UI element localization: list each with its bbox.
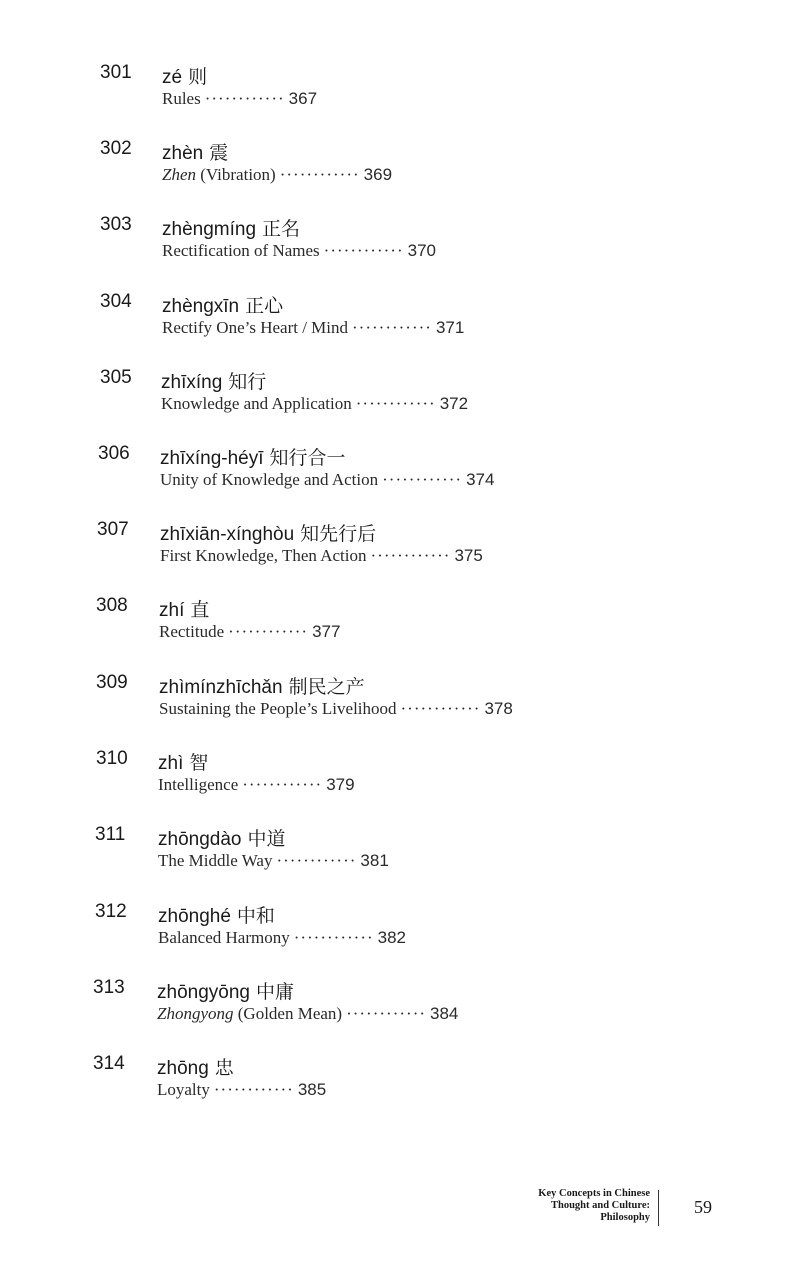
entry-hanzi: 知先行后 <box>300 523 377 545</box>
entry-number: 306 <box>98 443 130 464</box>
entry-pinyin: zhīxiān-xínghòu <box>160 524 295 545</box>
entry-translation-text: The Middle Way <box>158 851 273 870</box>
entry-translation-italic: Zhen <box>162 165 196 184</box>
entry-translation <box>158 775 355 795</box>
entry-translation-text: Rules <box>162 89 201 108</box>
entry-hanzi: 直 <box>190 599 210 621</box>
toc-entry <box>100 62 700 122</box>
leader-dots: ············ <box>228 622 309 641</box>
entry-hanzi: 中道 <box>247 828 286 850</box>
entry-translation-suffix: (Golden Mean) <box>233 1004 343 1023</box>
entry-page-number[interactable]: 385 <box>297 1080 327 1099</box>
footer-title-line2: Thought and Culture: <box>550 1200 650 1211</box>
entry-hanzi: 则 <box>188 66 208 88</box>
entry-pinyin: zhōnghé <box>158 906 231 927</box>
entry-heading <box>158 748 208 775</box>
entry-number: 301 <box>100 62 132 83</box>
entry-translation-text: Intelligence <box>158 775 239 794</box>
toc-entry <box>96 748 696 808</box>
entry-pinyin: zhōngyōng <box>157 982 250 1003</box>
entry-heading <box>159 595 209 622</box>
entry-page-number[interactable]: 378 <box>484 699 513 718</box>
toc-entry <box>93 1053 693 1113</box>
entry-page-number[interactable]: 374 <box>466 470 495 489</box>
toc-entry <box>97 519 697 579</box>
entry-pinyin: zhīxíng-héyī <box>160 448 264 469</box>
entry-pinyin: zhìmínzhīchǎn <box>159 677 283 698</box>
leader-dots: ············ <box>355 394 436 413</box>
entry-heading <box>157 1053 234 1080</box>
entry-page-number[interactable]: 384 <box>430 1004 459 1023</box>
entry-page-number[interactable]: 381 <box>360 851 389 870</box>
entry-page-number[interactable]: 382 <box>377 928 407 947</box>
entry-translation <box>158 928 406 948</box>
entry-page-number[interactable]: 375 <box>454 546 483 565</box>
entry-heading <box>159 672 365 699</box>
toc-entry <box>96 672 696 732</box>
entry-number: 313 <box>93 977 125 998</box>
entry-number: 303 <box>100 214 132 235</box>
entry-translation <box>162 165 392 185</box>
entry-pinyin: zhèngxīn <box>162 296 240 317</box>
entry-page-number[interactable]: 377 <box>312 622 341 641</box>
footer-title-line3: Philosophy <box>600 1212 650 1223</box>
leader-dots: ············ <box>323 241 404 260</box>
entry-hanzi: 制民之产 <box>288 676 365 698</box>
entry-page-number[interactable]: 371 <box>435 318 465 337</box>
leader-dots: ············ <box>382 470 463 489</box>
entry-pinyin: zhèn <box>162 143 204 164</box>
leader-dots: ············ <box>242 775 323 794</box>
entry-heading <box>160 443 346 470</box>
leader-dots: ············ <box>293 928 374 947</box>
entry-translation-text: Rectify One’s Heart / Mind <box>162 318 349 337</box>
leader-dots: ············ <box>400 699 481 718</box>
entry-translation <box>160 546 483 566</box>
entry-translation-text: Unity of Knowledge and Action <box>160 470 379 489</box>
entry-translation <box>159 699 513 719</box>
entry-hanzi: 中庸 <box>255 981 294 1003</box>
entry-hanzi: 知行合一 <box>269 447 346 469</box>
entry-number: 310 <box>96 748 128 769</box>
toc-entry <box>98 443 698 503</box>
entry-translation <box>162 318 464 338</box>
entry-number: 307 <box>97 519 129 540</box>
leader-dots: ············ <box>352 318 432 337</box>
toc-entry <box>95 901 695 961</box>
entry-translation <box>159 622 340 642</box>
entry-heading <box>157 977 294 1004</box>
entry-number: 312 <box>95 901 127 922</box>
entry-page-number[interactable]: 379 <box>326 775 355 794</box>
entry-translation-italic: Zhongyong <box>157 1004 234 1023</box>
entry-pinyin: zhèngmíng <box>162 219 257 240</box>
toc-entry <box>100 367 700 427</box>
entry-hanzi: 中和 <box>236 905 275 927</box>
entry-page-number[interactable]: 370 <box>407 241 436 260</box>
toc-entry <box>96 595 696 655</box>
toc-entry <box>100 214 700 274</box>
entry-pinyin: zhōngdào <box>158 829 242 850</box>
entry-pinyin: zé <box>162 67 183 88</box>
entry-hanzi: 智 <box>189 752 209 774</box>
entry-page-number[interactable]: 369 <box>363 165 393 184</box>
entry-translation <box>161 394 468 414</box>
entry-translation <box>157 1004 458 1024</box>
leader-dots: ············ <box>276 851 357 870</box>
footer-title-line1: Key Concepts in Chinese <box>538 1188 650 1199</box>
entry-translation-text: Loyalty <box>157 1080 210 1099</box>
leader-dots: ············ <box>370 546 451 565</box>
entry-translation <box>162 89 317 109</box>
leader-dots: ············ <box>213 1080 294 1099</box>
entry-translation-text: Rectification of Names <box>162 241 320 260</box>
running-footer-title <box>538 1188 650 1224</box>
entry-heading <box>162 291 283 318</box>
entry-hanzi: 正名 <box>262 218 301 240</box>
entry-number: 308 <box>96 595 128 616</box>
entry-translation-text: Sustaining the People’s Livelihood <box>159 699 397 718</box>
entry-heading <box>158 901 275 928</box>
entry-pinyin: zhōng <box>157 1058 209 1079</box>
entry-number: 305 <box>100 367 132 388</box>
page-number: 59 <box>694 1197 712 1217</box>
footer-divider <box>658 1190 659 1226</box>
entry-translation <box>160 470 494 490</box>
entry-hanzi: 忠 <box>214 1057 234 1079</box>
entry-translation <box>157 1080 326 1100</box>
entry-translation-text: Balanced Harmony <box>158 928 290 947</box>
entry-translation <box>162 241 436 261</box>
entry-translation <box>158 851 389 871</box>
entry-number: 304 <box>100 291 132 312</box>
toc-entry <box>100 138 700 198</box>
toc-entry <box>93 977 693 1037</box>
entry-number: 309 <box>96 672 128 693</box>
entry-number: 314 <box>93 1053 125 1074</box>
entry-translation-text: First Knowledge, Then Action <box>160 546 367 565</box>
leader-dots: ············ <box>279 165 360 184</box>
entry-hanzi: 知行 <box>228 371 267 393</box>
entry-heading <box>160 519 376 546</box>
entry-hanzi: 正心 <box>245 295 284 317</box>
entry-heading <box>158 824 285 851</box>
entry-heading <box>162 138 228 165</box>
entry-heading <box>162 214 300 241</box>
entry-hanzi: 震 <box>209 142 229 164</box>
entry-number: 302 <box>100 138 132 159</box>
leader-dots: ············ <box>204 89 285 108</box>
entry-pinyin: zhì <box>158 753 184 774</box>
entry-page-number[interactable]: 372 <box>439 394 469 413</box>
entry-number: 311 <box>95 824 126 845</box>
entry-pinyin: zhīxíng <box>161 372 223 393</box>
leader-dots: ············ <box>346 1004 427 1023</box>
entry-translation-suffix: (Vibration) <box>196 165 276 184</box>
entry-translation-text: Knowledge and Application <box>161 394 352 413</box>
entry-pinyin: zhí <box>159 600 185 621</box>
entry-page-number[interactable]: 367 <box>288 89 318 108</box>
entry-heading <box>161 367 266 394</box>
entry-heading <box>162 62 207 89</box>
entry-translation-text: Rectitude <box>159 622 225 641</box>
toc-entry <box>95 824 695 884</box>
toc-entry <box>100 291 700 351</box>
